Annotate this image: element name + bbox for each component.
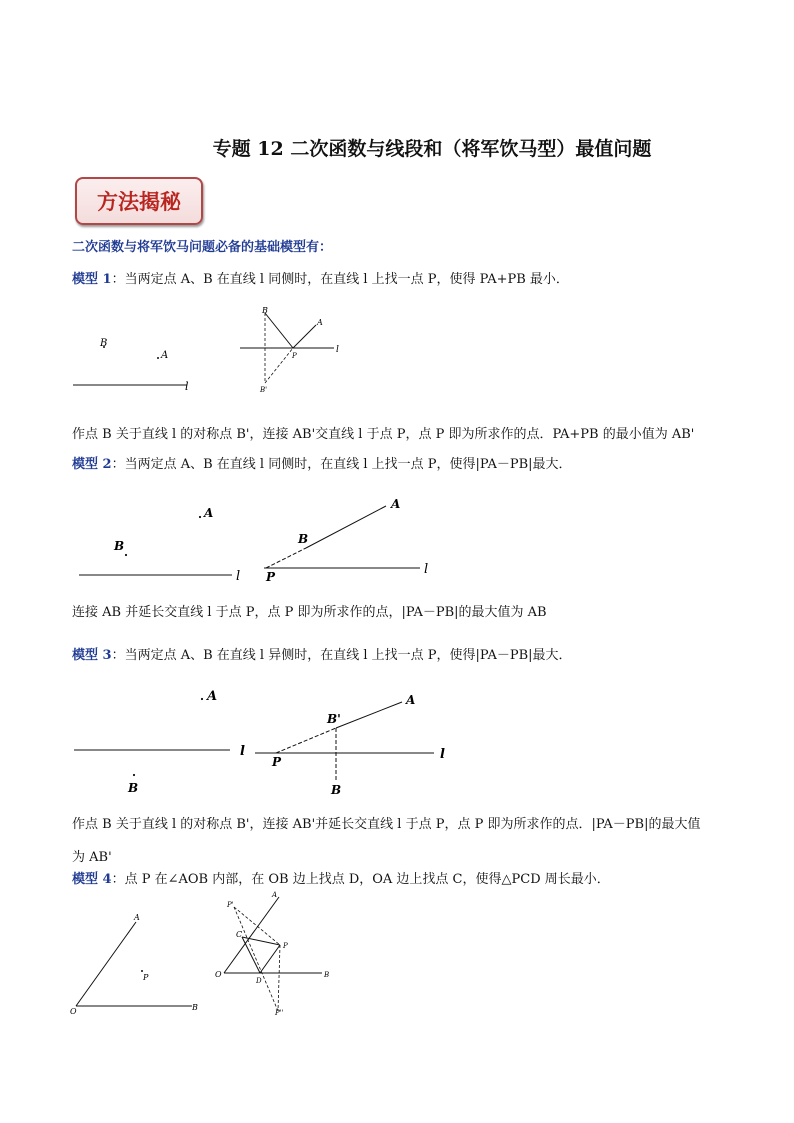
m4b-label-P: P bbox=[283, 942, 288, 950]
m3b-label-l: l bbox=[440, 747, 445, 762]
model-3-text: ：当两定点 A、B 在直线 l 异侧时，在直线 l 上找一点 P，使得|PA－PB|最大． bbox=[111, 648, 572, 663]
m4b-label-D: D bbox=[256, 977, 262, 985]
m1b-label-B: B bbox=[262, 306, 268, 315]
method-badge bbox=[75, 177, 203, 225]
m3b-label-B: B bbox=[331, 783, 342, 797]
m2b-label-A: A bbox=[391, 497, 401, 511]
badge-label: 方法揭秘 bbox=[97, 189, 181, 214]
m1a-label-l: l bbox=[185, 380, 189, 393]
model-3-statement bbox=[72, 646, 752, 666]
m2b-label-l: l bbox=[424, 562, 429, 577]
page-title: 专题 12 二次函数与线段和（将军饮马型）最值问题 bbox=[212, 138, 652, 160]
m4b-label-Ppp: P'' bbox=[275, 1009, 284, 1017]
m1b-label-P: P bbox=[292, 352, 297, 360]
model-1-figure-b bbox=[238, 305, 348, 397]
m3b-label-Bp: B' bbox=[327, 712, 341, 726]
m1b-label-Bp: B' bbox=[260, 386, 268, 394]
model-1-description: 作点 B 关于直线 l 的对称点 B'，连接 AB'交直线 l 于点 P，点 P 即为所求作的点．PA+PB 的最小值为 AB' bbox=[72, 427, 695, 442]
m4b-label-A: A bbox=[272, 891, 278, 899]
model-3-label: 模型 3 bbox=[72, 648, 112, 663]
model-1-statement bbox=[72, 270, 752, 290]
intro-text: 二次函数与将军饮马问题必备的基础模型有： bbox=[72, 240, 333, 255]
model-1-figure-a bbox=[70, 330, 200, 395]
model-2-text: ：当两定点 A、B 在直线 l 同侧时，在直线 l 上找一点 P，使得|PA－PB|最大． bbox=[111, 457, 572, 472]
model-4-text: ：点 P 在∠AOB 内部，在 OB 边上找点 D，OA 边上找点 C，使得△PCD 周长最小． bbox=[111, 872, 610, 887]
model-4-statement bbox=[72, 870, 752, 890]
m2b-label-B: B bbox=[298, 532, 309, 546]
model-3-figure-a bbox=[70, 682, 255, 797]
m1a-label-A: A bbox=[161, 350, 169, 361]
m2a-label-l: l bbox=[236, 569, 241, 584]
m2b-label-P: P bbox=[266, 570, 276, 584]
m4a-label-B: B bbox=[192, 1003, 198, 1012]
m3a-label-A: A bbox=[207, 689, 218, 704]
model-2-figure-a bbox=[75, 500, 255, 590]
model-4-figure-b bbox=[212, 893, 342, 1018]
m1b-label-l: l bbox=[336, 345, 339, 355]
m2a-label-B: B bbox=[114, 539, 125, 553]
model-3-figure-b bbox=[252, 690, 452, 805]
m2a-label-A: A bbox=[204, 506, 214, 520]
model-2-description: 连接 AB 并延长交直线 l 于点 P，点 P 即为所求作的点，|PA－PB|的最大值为 AB bbox=[72, 605, 547, 620]
m1a-label-B: B bbox=[100, 338, 108, 349]
model-1-label: 模型 1 bbox=[72, 272, 112, 287]
model-2-statement bbox=[72, 455, 752, 475]
m4a-label-A: A bbox=[134, 913, 140, 922]
m3a-label-B: B bbox=[128, 781, 139, 795]
m4a-label-O: O bbox=[70, 1007, 77, 1016]
m1b-label-A: A bbox=[317, 318, 323, 327]
m4a-label-P: P bbox=[143, 973, 149, 982]
m4b-label-B: B bbox=[324, 971, 330, 979]
model-2-label: 模型 2 bbox=[72, 457, 112, 472]
model-4-figure-a bbox=[68, 908, 208, 1018]
m4b-label-C: C bbox=[236, 930, 243, 939]
m3a-label-l: l bbox=[240, 744, 245, 759]
model-4-label: 模型 4 bbox=[72, 872, 112, 887]
m3b-label-P: P bbox=[272, 755, 282, 769]
model-3-description-line2: 为 AB' bbox=[72, 850, 112, 865]
m4b-label-O: O bbox=[215, 970, 222, 979]
model-1-text: ：当两定点 A、B 在直线 l 同侧时，在直线 l 上找一点 P，使得 PA+PB 最小． bbox=[111, 272, 569, 287]
m4b-label-Pp: P' bbox=[227, 901, 234, 909]
m3b-label-A: A bbox=[406, 693, 416, 707]
model-2-figure-b bbox=[258, 493, 443, 588]
model-3-description-line1: 作点 B 关于直线 l 的对称点 B'，连接 AB'并延长交直线 l 于点 P，点 P 即为所求作的点．|PA－PB|的最大值 bbox=[72, 817, 701, 832]
